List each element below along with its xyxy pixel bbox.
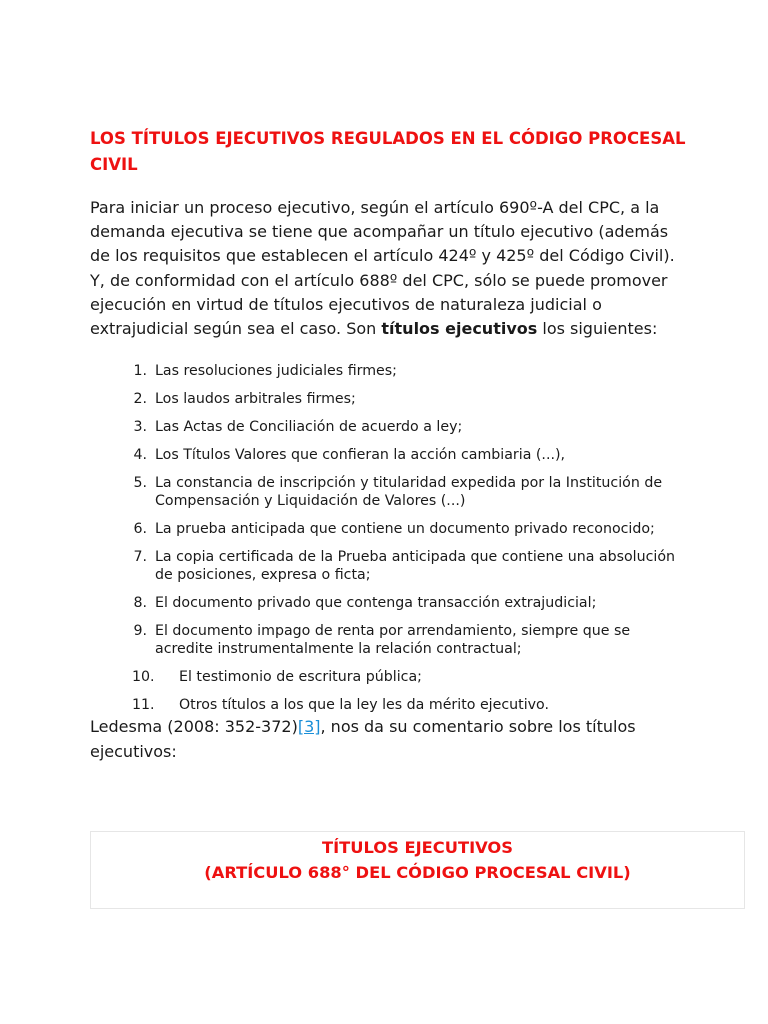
list-item [90,418,690,436]
list-text: Otros títulos a los que la ley les da mérito ejecutivo. [179,697,549,714]
intro-text-start: Para iniciar un proceso ejecutivo, según el artículo 690º-A del CPC, a la demanda ejecutiva se tiene que acompañar un título ejecutivo (además de los requisitos que establecen el artículo 424º y 425º del Código Civil). Y, de conformidad con el artículo 688º del CPC, sólo se puede promover ejecución en virtud de títulos ejecutivos de naturaleza judicial o extrajudicial según sea el caso. Son [90,198,675,339]
list-number: 6. [133,521,147,538]
list-number: 8. [133,595,147,612]
footnote-link[interactable]: [3] [297,717,321,737]
document-title: LOS TÍTULOS EJECUTIVOS REGULADOS EN EL CÓDIGO PROCESAL CIVIL [90,129,686,174]
ledesma-paragraph [90,714,690,764]
list-number: 5. [133,475,147,492]
list-number: 1. [133,363,147,380]
list-text: El documento privado que contenga transacción extrajudicial; [155,595,597,612]
list-number: 11. [132,697,155,714]
list-text: Los laudos arbitrales firmes; [155,391,356,408]
intro-bold-term: títulos ejecutivos [381,319,538,339]
box-title-line1: TÍTULOS EJECUTIVOS [321,838,514,857]
ledesma-citation: Ledesma (2008: 352-372) [90,717,298,737]
list-number: 2. [133,391,147,408]
list-text: Los Títulos Valores que confieran la acción cambiaria (...), [155,447,566,464]
ledesma-text: , nos da su comentario sobre los títulos ejecutivos: [90,717,636,762]
list-item [90,390,690,408]
intro-text-end: los siguientes: [537,319,658,339]
intro-paragraph [90,196,690,341]
box-title-line2: (ARTÍCULO 688° DEL CÓDIGO PROCESAL CIVIL) [204,863,631,882]
titulos-ejecutivos-box [90,831,745,909]
list-text: Las Actas de Conciliación de acuerdo a ley; [155,419,463,436]
list-text: El documento impago de renta por arrendamiento, siempre que se acredite instrumentalmente la relación contractual; [155,623,631,658]
list-item [90,446,690,464]
list-text: La copia certificada de la Prueba anticipada que contiene una absolución de posiciones, expresa o ficta; [155,549,676,584]
titulos-list [90,362,690,714]
list-item [90,696,690,714]
list-item [90,520,690,538]
list-number: 3. [133,419,147,436]
list-item [90,668,690,686]
list-item [90,622,690,658]
document-page [90,126,690,764]
list-number: 10. [132,669,155,686]
list-text: La prueba anticipada que contiene un documento privado reconocido; [155,521,655,538]
list-number: 9. [133,623,147,640]
list-item [90,362,690,380]
list-item [90,548,690,584]
list-text: El testimonio de escritura pública; [179,669,422,686]
list-text: Las resoluciones judiciales firmes; [155,363,397,380]
list-item [90,474,690,510]
list-item [90,594,690,612]
list-number: 7. [133,549,147,566]
list-number: 4. [133,447,147,464]
list-text: La constancia de inscripción y titularidad expedida por la Institución de Compensación y Liquidación de Valores (...) [155,475,663,510]
